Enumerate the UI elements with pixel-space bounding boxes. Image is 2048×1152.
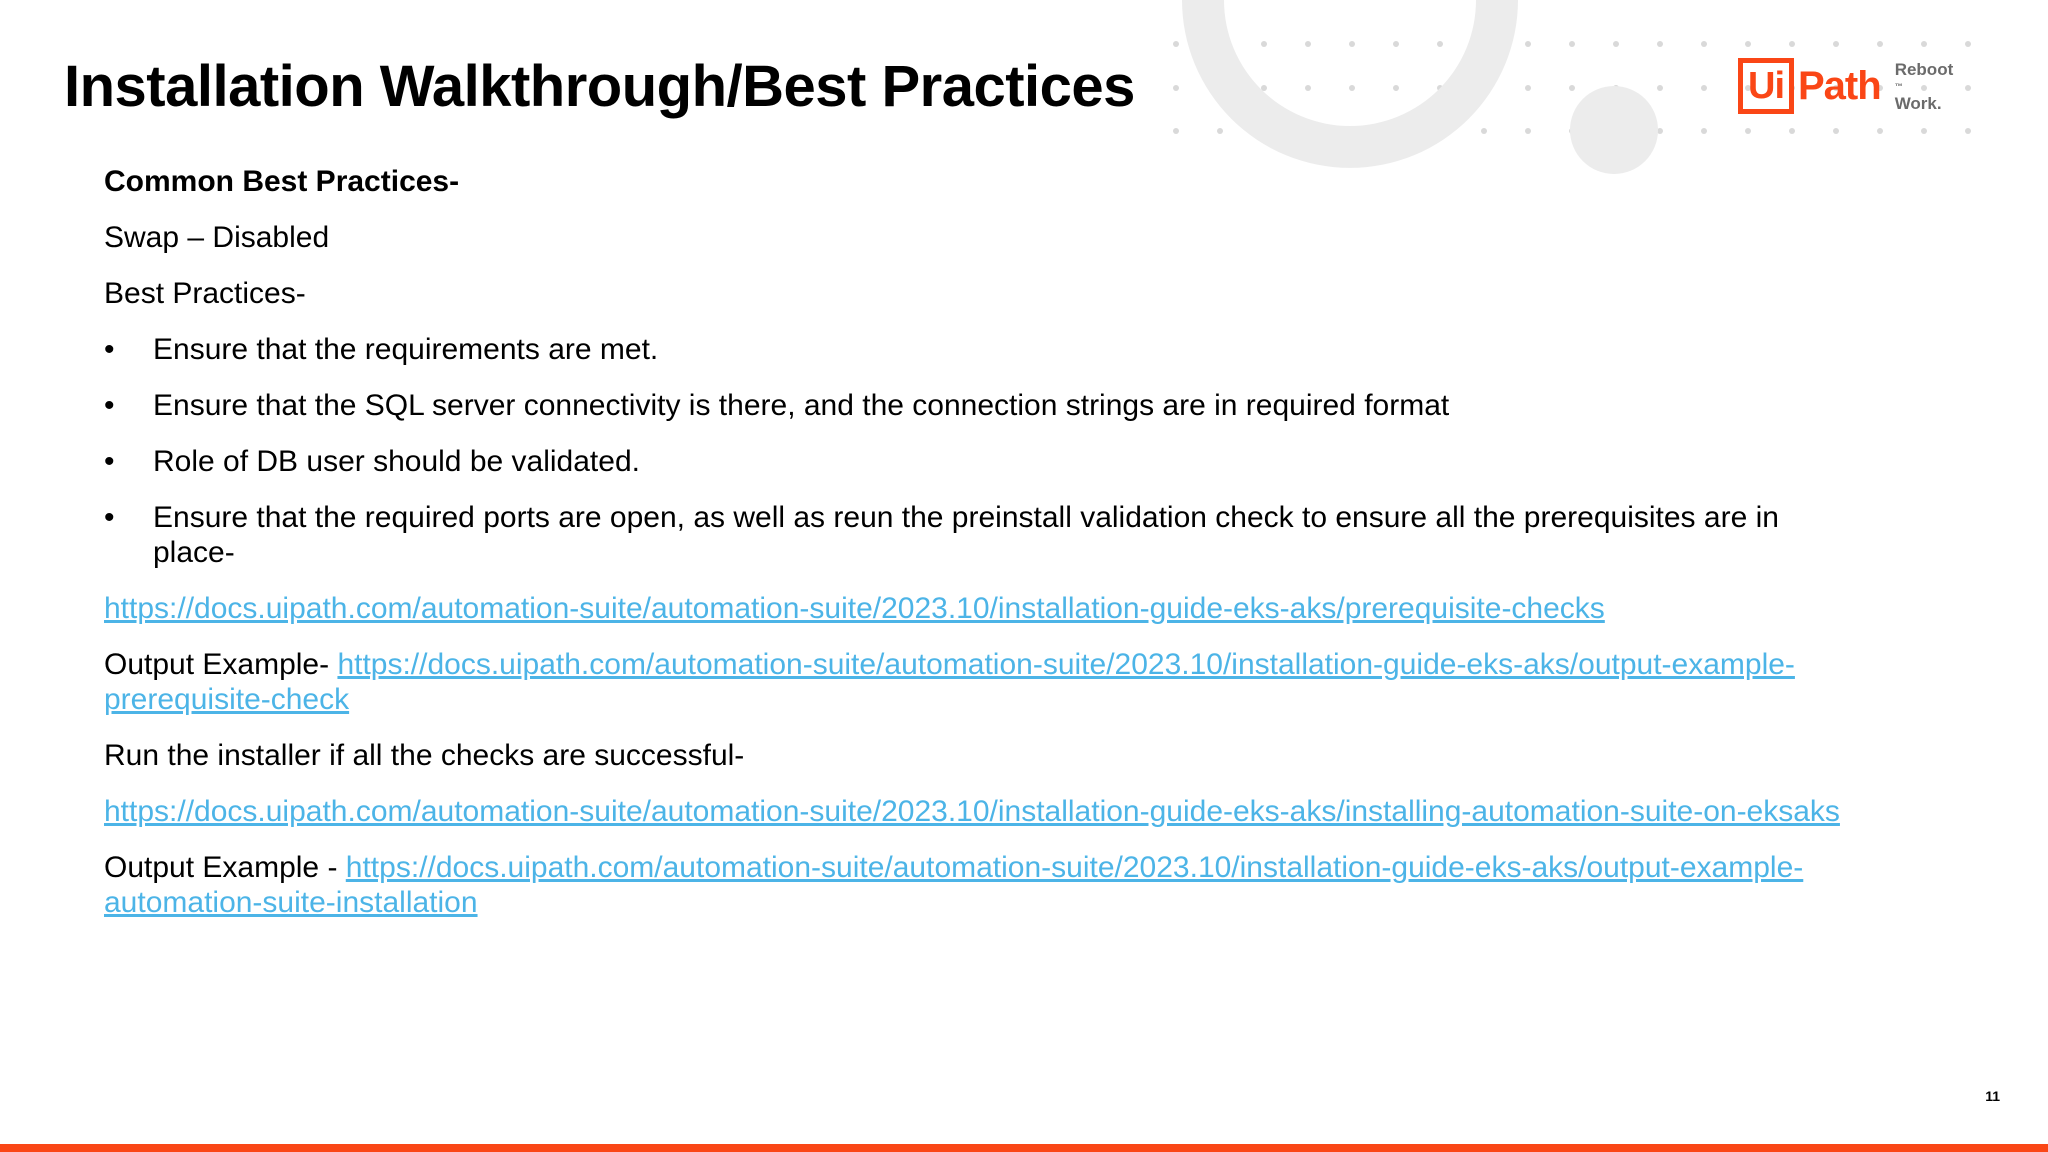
output-example-prereq-paragraph <box>104 647 1804 717</box>
grid-dot <box>1393 85 1399 91</box>
grid-dot <box>1789 128 1795 134</box>
logo-mark: Ui <box>1738 58 1794 114</box>
grid-dot <box>1657 41 1663 47</box>
grid-dot <box>1305 41 1311 47</box>
circle-shape <box>1570 86 1658 174</box>
grid-dot <box>1965 128 1971 134</box>
bullet-icon: • <box>104 501 115 534</box>
grid-dot <box>1613 41 1619 47</box>
grid-dot <box>1217 128 1223 134</box>
grid-dot <box>1569 41 1575 47</box>
bullet-item <box>104 500 1864 570</box>
output-example-prereq-link[interactable]: https://docs.uipath.com/automation-suite/automation-suite/2023.10/installation-guide-eks-aks/output-example-prerequisite-check <box>104 648 1795 716</box>
logo-tagline <box>1895 61 1954 112</box>
bullet-text: Ensure that the SQL server connectivity is there, and the connection strings are in required format <box>153 389 1450 422</box>
grid-dot <box>1965 85 1971 91</box>
grid-dot <box>1525 128 1531 134</box>
grid-dot <box>1657 85 1663 91</box>
grid-dot <box>1921 41 1927 47</box>
grid-dot <box>1877 41 1883 47</box>
grid-dot <box>1173 128 1179 134</box>
grid-dot <box>1833 128 1839 134</box>
grid-dot <box>1701 128 1707 134</box>
grid-dot <box>1261 41 1267 47</box>
logo-tagline-line-2: Work. <box>1894 93 1942 113</box>
grid-dot <box>1877 128 1883 134</box>
output-example-install-link[interactable]: https://docs.uipath.com/automation-suite/automation-suite/2023.10/installation-guide-eks-aks/output-example-automation-suite-installation <box>104 851 1804 919</box>
prerequisite-checks-link[interactable]: https://docs.uipath.com/automation-suite/automation-suite/2023.10/installation-guide-eks-aks/prerequisite-checks <box>104 592 1605 625</box>
section-heading: Common Best Practices- <box>104 165 460 198</box>
grid-dot <box>1393 41 1399 47</box>
output-example-label: Output Example- <box>104 648 338 681</box>
bottom-accent-bar <box>0 1144 2048 1152</box>
grid-dot <box>1349 41 1355 47</box>
grid-dot <box>1437 41 1443 47</box>
page-number: 11 <box>1985 1088 2000 1104</box>
output-example-label: Output Example - <box>104 851 346 884</box>
grid-dot <box>1569 85 1575 91</box>
bullet-text: Ensure that the required ports are open, as well as reun the preinstall validation check to ensure all the prerequisites are in place- <box>153 501 1779 569</box>
grid-dot <box>1525 85 1531 91</box>
grid-dot <box>1701 41 1707 47</box>
arc-shape <box>1182 0 1518 168</box>
grid-dot <box>1745 41 1751 47</box>
install-guide-link[interactable]: https://docs.uipath.com/automation-suite/automation-suite/2023.10/installation-guide-eks-aks/installing-automation-suite-on-eksaks <box>104 795 1840 828</box>
bullet-item <box>104 444 1904 479</box>
output-example-install-paragraph <box>104 850 1814 920</box>
uipath-logo <box>1738 56 1953 116</box>
grid-dot <box>1349 85 1355 91</box>
grid-dot <box>1173 85 1179 91</box>
bullet-icon: • <box>104 333 115 366</box>
prerequisite-checks-paragraph <box>104 591 1904 626</box>
grid-dot <box>1965 41 1971 47</box>
grid-dot <box>1789 41 1795 47</box>
grid-dot <box>1745 128 1751 134</box>
logo-wordmark: Path <box>1798 63 1881 108</box>
bullet-text: Ensure that the requirements are met. <box>153 333 659 366</box>
logo-tagline-line-1: Reboot <box>1894 59 1954 79</box>
bullet-icon: • <box>104 389 115 422</box>
grid-dot <box>1173 41 1179 47</box>
grid-dot <box>1921 128 1927 134</box>
swap-setting: Swap – Disabled <box>104 221 330 254</box>
bullet-item <box>104 332 1904 367</box>
bullet-item <box>104 388 1904 423</box>
grid-dot <box>1525 41 1531 47</box>
grid-dot <box>1701 85 1707 91</box>
install-guide-paragraph <box>104 794 1894 829</box>
grid-dot <box>1833 41 1839 47</box>
logo-trademark: ™ <box>1894 81 1903 91</box>
grid-dot <box>1305 85 1311 91</box>
slide-body <box>104 164 1904 941</box>
page-title: Installation Walkthrough/Best Practices <box>64 54 1135 119</box>
run-installer-text: Run the installer if all the checks are successful- <box>104 739 745 772</box>
grid-dot <box>1481 128 1487 134</box>
bullet-text: Role of DB user should be validated. <box>153 445 640 478</box>
best-practices-label: Best Practices- <box>104 277 306 310</box>
bullet-icon: • <box>104 445 115 478</box>
